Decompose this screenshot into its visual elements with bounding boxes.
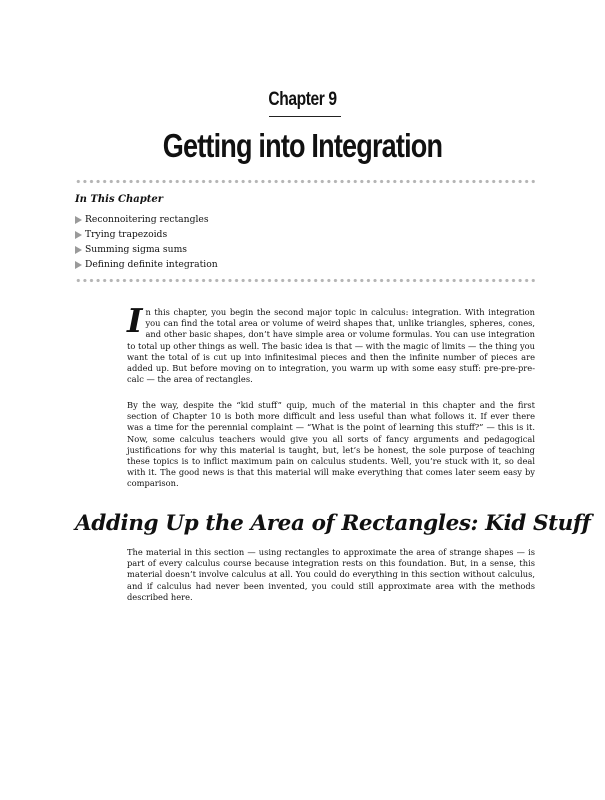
chapter-number: Chapter 9 <box>268 89 337 110</box>
triangle-bullet-icon <box>75 246 82 254</box>
section-heading: Adding Up the Area of Rectangles: Kid Stuff <box>75 511 591 536</box>
list-item-label: Defining definite integration <box>85 259 218 270</box>
in-this-chapter-heading: In This Chapter <box>75 194 164 205</box>
triangle-bullet-icon <box>75 231 82 239</box>
intro-paragraph-1-text: n this chapter, you begin the second major topic in calculus: integration. With integration you can find the total area or volume of weird shapes that, unlike triangles, spheres, cones, and other basic shapes, don’t have simple area or volume formulas. You can use integration to total up other things as well. The basic idea is that — with the magic of limits — the thing you want the total of is cut up into infinitesimal pieces and then the infinite number of pieces are added up. But before moving on to integration, you warm up with some easy stuff: pre-pre-pre-calc — the area of rectangles. <box>127 307 535 385</box>
list-item <box>75 242 515 257</box>
triangle-bullet-icon <box>75 216 82 224</box>
section-paragraph: The material in this section — using rectangles to approximate the area of strange shapes — is part of every calculus course because integration rests on this foundation. But, in a sense, this material doesn’t involve calculus at all. You could do everything in this section without calculus, and if calculus had never been invented, you could still approximate area with the methods described here. <box>127 547 535 602</box>
intro-paragraph-1 <box>127 301 535 385</box>
triangle-bullet-icon <box>75 261 82 269</box>
list-item-label: Summing sigma sums <box>85 244 187 255</box>
in-this-chapter-list <box>75 212 515 272</box>
list-item-label: Reconnoitering rectangles <box>85 214 209 225</box>
list-item <box>75 212 515 227</box>
list-item-label: Trying trapezoids <box>85 229 168 240</box>
drop-cap: I <box>127 301 143 340</box>
dotted-divider-bottom <box>75 278 535 283</box>
intro-paragraph-2: By the way, despite the “kid stuff” quip, much of the material in this chapter and the first section of Chapter 10 is both more difficult and less useful than what follows it. If ever there was a time for the perennial complaint — “What is the point of learning this stuff?” — this is it. Now, some calculus teachers would give you all sorts of fancy arguments and pedagogical justifications for why this material is taught, but, let’s be honest, the sole purpose of teaching these topics is to inflict maximum pain on calculus students. Well, you’re stuck with it, so deal with it. The good news is that this material will make everything that comes later seem easy by comparison. <box>127 400 535 489</box>
chapter-title: Getting into Integration <box>162 127 443 164</box>
list-item <box>75 257 515 272</box>
chapter-rule <box>269 116 341 117</box>
in-this-chapter-box <box>75 194 515 272</box>
list-item <box>75 227 515 242</box>
dotted-divider-top <box>75 179 535 184</box>
